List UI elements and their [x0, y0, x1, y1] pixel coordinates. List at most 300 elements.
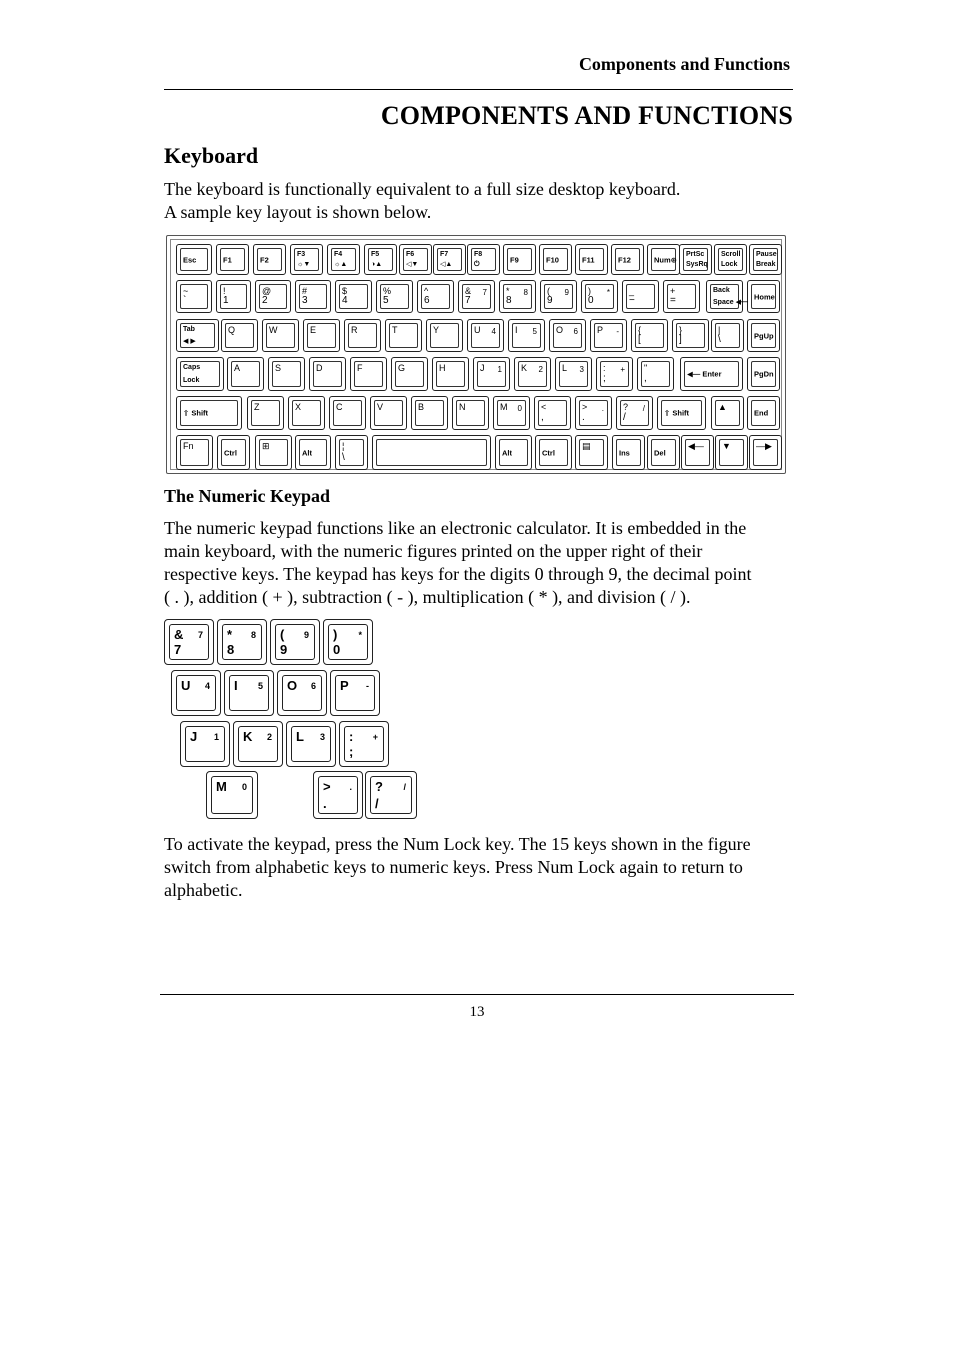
keyboard-key	[385, 319, 422, 352]
key-label: P	[340, 678, 349, 693]
key-numpad-label: /	[642, 404, 645, 413]
keyboard-key	[747, 357, 780, 391]
key-label: W	[269, 325, 278, 335]
keyboard-key	[499, 280, 536, 313]
key-sublabel: =	[670, 295, 676, 306]
key-label: >	[582, 402, 588, 412]
key-numpad-label: +	[372, 732, 378, 742]
key-sublabel: 9	[547, 295, 553, 306]
key-label: B	[418, 402, 425, 412]
keypad-key	[224, 670, 274, 716]
key-label: &	[174, 627, 184, 642]
key-label: Ctrl	[542, 447, 555, 457]
key-sublabel: 8	[506, 295, 512, 306]
keyboard-key	[596, 357, 633, 391]
keyboard-key	[681, 435, 714, 470]
keyboard-key	[372, 435, 491, 470]
keypad-key	[323, 619, 373, 665]
keyboard-key	[508, 319, 545, 352]
keyboard-key	[575, 435, 608, 470]
keyboard-key	[540, 280, 577, 313]
key-sublabel: .	[323, 796, 327, 811]
keyboard-key	[611, 244, 644, 275]
keyboard-key	[534, 396, 571, 430]
key-label: Z	[254, 402, 260, 412]
key-label: Alt	[302, 447, 312, 457]
key-sublabel: \	[718, 334, 721, 345]
key-label: F3	[297, 251, 306, 258]
key-numpad-label: 2	[266, 732, 272, 742]
key-label: :	[603, 363, 606, 373]
header-rule	[164, 89, 793, 90]
key-label: "	[644, 363, 648, 373]
key-label: ⇧ Shift	[664, 408, 690, 418]
keyboard-key	[575, 244, 608, 275]
keyboard-key	[329, 396, 366, 430]
key-label: T	[392, 325, 398, 335]
key-label: ?	[623, 402, 629, 412]
keyboard-key	[417, 280, 454, 313]
keyboard-key	[217, 435, 250, 470]
key-label: M	[216, 779, 227, 794]
key-label: >	[323, 779, 331, 794]
key-label: L	[562, 363, 568, 373]
chapter-title: COMPONENTS AND FUNCTIONS	[380, 101, 793, 130]
key-label: F4	[334, 251, 343, 258]
key-label: R	[351, 325, 358, 335]
keyboard-key	[376, 280, 413, 313]
key-label: V	[377, 402, 384, 412]
key-label: Pause	[756, 251, 777, 258]
keyboard-key	[590, 319, 627, 352]
key-label: I	[234, 678, 238, 693]
keyboard-key	[176, 435, 213, 470]
key-label: (	[280, 627, 285, 642]
key-numpad-label: 8	[523, 288, 528, 297]
key-sublabel: 8	[227, 642, 235, 657]
keypad-key	[164, 619, 214, 665]
key-label: F7	[440, 251, 449, 258]
key-sublabel: [	[638, 334, 641, 345]
keyboard-key	[399, 244, 432, 275]
key-label: Ins	[619, 447, 630, 457]
key-label: Tab	[183, 326, 195, 333]
key-sublabel: 0	[333, 642, 341, 657]
key-label: )	[588, 286, 591, 296]
keyboard-key	[364, 244, 397, 275]
key-label: }	[679, 325, 683, 335]
key-numpad-label: 0	[241, 782, 247, 792]
keypad-key	[365, 771, 417, 819]
running-header: Components and Functions	[578, 54, 790, 74]
intro-line: A sample key layout is shown below.	[164, 202, 432, 222]
keyboard-key	[714, 244, 747, 275]
key-label: F2	[260, 254, 269, 264]
keyboard-key	[679, 244, 712, 275]
keyboard-key	[176, 280, 212, 313]
keyboard-key	[253, 244, 286, 275]
keyboard-key	[514, 357, 551, 391]
keyboard-key	[749, 244, 782, 275]
key-sublabel: 6	[424, 295, 430, 306]
key-label: Del	[654, 447, 666, 457]
keyboard-key	[268, 357, 305, 391]
key-label: {	[638, 325, 642, 335]
keyboard-key	[350, 357, 387, 391]
key-sublabel: /	[375, 796, 379, 811]
keyboard-key	[227, 357, 264, 391]
key-sublabel: `	[183, 295, 187, 306]
keypad-key	[286, 721, 336, 767]
key-numpad-label: 3	[319, 732, 325, 742]
keyboard-key	[432, 357, 469, 391]
keyboard-key	[391, 357, 428, 391]
keypad-key	[277, 670, 327, 716]
keyboard-frame	[170, 239, 782, 470]
key-label: +	[670, 286, 676, 296]
key-label: <	[541, 402, 547, 412]
key-sublabel: 2	[262, 295, 268, 306]
key-sublabel: ◁▼	[406, 261, 419, 268]
key-label: _	[629, 286, 635, 296]
keyboard-key	[255, 280, 291, 313]
keyboard-key	[176, 244, 212, 275]
key-label: ?	[375, 779, 383, 794]
key-label: O	[556, 325, 564, 335]
keyboard-key	[747, 319, 780, 352]
keyboard-key	[493, 396, 530, 430]
keypad-key	[339, 721, 389, 767]
key-numpad-label: 8	[250, 630, 256, 640]
key-label: M	[500, 402, 508, 412]
key-label: ▲	[718, 402, 727, 412]
keyboard-key	[303, 319, 340, 352]
key-label: K	[521, 363, 528, 373]
key-sublabel: Lock	[721, 261, 738, 268]
section-title: Keyboard	[164, 143, 259, 168]
key-numpad-label: 0	[517, 404, 522, 413]
key-numpad-label: .	[601, 404, 604, 413]
key-numpad-label: 9	[564, 288, 569, 297]
keyboard-key	[370, 396, 407, 430]
key-label: U	[181, 678, 191, 693]
keypad-key	[206, 771, 258, 819]
key-label: ^	[424, 286, 429, 296]
keyboard-key	[581, 280, 618, 313]
key-sublabel: ◀ ▶	[183, 338, 196, 345]
key-numpad-label: /	[403, 782, 406, 792]
keypad-key	[330, 670, 380, 716]
key-numpad-label: 4	[491, 327, 496, 336]
keypad-key	[233, 721, 283, 767]
keyboard-key	[255, 435, 292, 470]
key-sublabel: ◑▲	[371, 261, 383, 268]
keyboard-key	[335, 280, 372, 313]
key-numpad-label: 5	[532, 327, 537, 336]
keyboard-key	[467, 244, 500, 275]
key-numpad-label: 6	[573, 327, 578, 336]
keyboard-key	[247, 396, 284, 430]
key-sublabel: 7	[465, 295, 471, 306]
key-numpad-label: *	[606, 288, 610, 297]
footer-rule	[160, 994, 794, 995]
keyboard-key	[288, 396, 325, 430]
key-sublabel: ,	[541, 412, 544, 423]
key-sublabel: Space ◀—	[713, 299, 748, 306]
key-label: ⇧ Shift	[183, 408, 209, 418]
key-label: End	[754, 408, 769, 418]
key-label: E	[310, 325, 317, 335]
key-label: F10	[546, 254, 559, 264]
key-label: J	[190, 729, 198, 744]
key-sublabel: Lock	[183, 377, 200, 384]
keyboard-key	[535, 435, 572, 470]
key-label: !	[223, 286, 226, 296]
key-sublabel: /	[623, 412, 626, 423]
key-label: :	[349, 729, 354, 744]
keyboard-key	[715, 435, 748, 470]
key-sublabel: 9	[280, 642, 288, 657]
keyboard-key	[503, 244, 536, 275]
key-label: G	[398, 363, 406, 373]
keyboard-key	[216, 280, 251, 313]
key-numpad-label: +	[620, 365, 625, 374]
keyboard-key	[747, 396, 780, 430]
activation-line: switch from alphabetic keys to numeric keys. Press Num Lock again to return to	[164, 857, 743, 877]
keyboard-key	[555, 357, 592, 391]
keyboard-key	[637, 357, 674, 391]
key-sublabel: ⏻	[474, 261, 480, 268]
key-label: Scroll	[721, 251, 741, 258]
keyboard-key	[706, 280, 748, 313]
keyboard-key	[426, 319, 463, 352]
key-label: Home	[754, 291, 775, 301]
key-label: $	[342, 286, 348, 296]
numeric-keypad-heading: The Numeric Keypad	[164, 486, 330, 506]
key-label: O	[287, 678, 298, 693]
keyboard-key	[549, 319, 586, 352]
key-label: Esc	[183, 254, 197, 264]
key-label: U	[474, 325, 481, 335]
key-sublabel: 1	[223, 295, 229, 306]
keyboard-key	[411, 396, 448, 430]
page-number: 13	[469, 1004, 485, 1020]
key-numpad-label: 9	[303, 630, 309, 640]
key-label: K	[243, 729, 253, 744]
numeric-keypad-paragraph	[164, 517, 794, 609]
key-label: Ctrl	[224, 447, 237, 457]
key-label: P	[597, 325, 604, 335]
keyboard-key	[647, 435, 680, 470]
keyboard-key	[631, 319, 668, 352]
keypad-desc-line: respective keys. The keypad has keys for the digits 0 through 9, the decimal point	[164, 564, 752, 584]
key-sublabel: ☼▲	[334, 261, 348, 268]
key-numpad-label: .	[349, 782, 352, 792]
key-label: S	[275, 363, 282, 373]
keyboard-key	[575, 396, 612, 430]
key-sublabel: ☼▼	[297, 261, 311, 268]
key-numpad-label: 2	[538, 365, 543, 374]
keyboard-key	[680, 357, 743, 391]
activation-line: alphabetic.	[164, 880, 243, 900]
key-label: Q	[228, 325, 236, 335]
key-label: F8	[474, 251, 483, 258]
activation-line: To activate the keypad, press the Num Lock key. The 15 keys shown in the figure	[164, 834, 751, 854]
numeric-keypad-figure	[163, 617, 418, 820]
key-label: J	[480, 363, 485, 373]
keyboard-key	[495, 435, 532, 470]
key-label: ◀—	[688, 441, 704, 451]
key-label: ⊞	[262, 441, 270, 451]
keyboard-key	[452, 396, 489, 430]
key-label: *	[227, 627, 233, 642]
key-label: L	[296, 729, 304, 744]
key-label: F12	[618, 254, 631, 264]
key-label: PgDn	[754, 369, 774, 379]
keypad-key	[171, 670, 221, 716]
key-label: #	[302, 286, 308, 296]
key-label: —▶	[756, 441, 772, 451]
keyboard-key	[458, 280, 495, 313]
keyboard-key	[672, 319, 709, 352]
key-label: ¦	[342, 441, 345, 451]
key-label: D	[316, 363, 323, 373]
key-label: F11	[582, 254, 595, 264]
key-numpad-label: 5	[257, 681, 263, 691]
key-label: Alt	[502, 447, 512, 457]
intro-paragraph	[164, 178, 794, 224]
keyboard-key	[295, 435, 331, 470]
keypad-desc-line: main keyboard, with the numeric figures printed on the upper right of their	[164, 541, 703, 561]
key-sublabel: 0	[588, 295, 594, 306]
key-label: @	[262, 286, 272, 296]
keyboard-key	[262, 319, 299, 352]
keypad-desc-line: ( . ), addition ( + ), subtraction ( - ), multiplication ( * ), and division ( / ).	[164, 587, 691, 607]
key-label: F6	[406, 251, 415, 258]
key-label: ▤	[582, 441, 591, 451]
key-sublabel: −	[629, 295, 635, 306]
key-label: PgUp	[754, 330, 774, 340]
key-label: F5	[371, 251, 380, 258]
keyboard-key	[344, 319, 381, 352]
key-label: Y	[433, 325, 440, 335]
key-label: &	[465, 286, 472, 296]
keyboard-key	[335, 435, 368, 470]
keyboard-key	[327, 244, 360, 275]
key-label: F9	[510, 254, 519, 264]
keyboard-key	[612, 435, 645, 470]
keypad-key	[217, 619, 267, 665]
keyboard-key	[290, 244, 323, 275]
keyboard-key	[622, 280, 659, 313]
keyboard-key	[747, 280, 780, 313]
key-numpad-label: 1	[497, 365, 502, 374]
key-label: Caps	[183, 364, 201, 371]
key-label: Fn	[183, 441, 194, 451]
key-label: ~	[183, 286, 189, 296]
key-label: PrtSc	[686, 251, 705, 258]
keyboard-key	[539, 244, 572, 275]
key-label: ▼	[722, 441, 731, 451]
keyboard-key	[295, 280, 331, 313]
key-sublabel: ;	[603, 373, 606, 384]
key-sublabel: ,	[644, 373, 647, 384]
key-label: Num⊕	[654, 254, 677, 264]
key-sublabel: \	[342, 452, 345, 463]
key-numpad-label: *	[358, 630, 362, 640]
keypad-desc-line: The numeric keypad functions like an electronic calculator. It is embedded in the	[164, 518, 747, 538]
key-numpad-label: 1	[213, 732, 219, 742]
key-sublabel: ;	[349, 744, 354, 759]
keyboard-key	[711, 396, 744, 430]
key-numpad-label: 7	[482, 288, 487, 297]
key-label: )	[333, 627, 338, 642]
key-label: *	[506, 286, 510, 296]
key-sublabel: 5	[383, 295, 389, 306]
key-numpad-label: -	[366, 681, 369, 691]
activation-paragraph	[164, 833, 794, 902]
intro-line: The keyboard is functionally equivalent to a full size desktop keyboard.	[164, 179, 681, 199]
key-sublabel: 3	[302, 295, 308, 306]
keyboard-key	[216, 244, 249, 275]
key-label: %	[383, 286, 392, 296]
key-label: C	[336, 402, 343, 412]
key-sublabel: ]	[679, 334, 682, 345]
key-sublabel: Break	[756, 261, 776, 268]
key-label: ◀— Enter	[687, 369, 722, 379]
key-label: (	[547, 286, 550, 296]
keypad-key	[270, 619, 320, 665]
keyboard-key	[309, 357, 346, 391]
key-label: |	[718, 325, 721, 335]
key-sublabel: ◁▲	[440, 261, 453, 268]
keyboard-key	[176, 396, 242, 430]
key-numpad-label: 7	[197, 630, 203, 640]
keypad-key	[180, 721, 230, 767]
key-label: H	[439, 363, 446, 373]
keyboard-layout-figure	[166, 235, 786, 474]
keyboard-key	[616, 396, 653, 430]
keyboard-key	[749, 435, 782, 470]
key-label: X	[295, 402, 302, 412]
keyboard-key	[176, 319, 219, 352]
keyboard-key	[221, 319, 258, 352]
key-label: F1	[223, 254, 232, 264]
keyboard-key	[663, 280, 700, 313]
keyboard-key	[647, 244, 680, 275]
keyboard-key	[176, 357, 224, 391]
key-sublabel: 7	[174, 642, 182, 657]
keyboard-key	[467, 319, 504, 352]
key-numpad-label: 3	[579, 365, 584, 374]
key-numpad-label: -	[616, 327, 619, 336]
keyboard-key	[657, 396, 706, 430]
key-sublabel: 4	[342, 295, 348, 306]
keyboard-key	[433, 244, 466, 275]
key-numpad-label: 6	[310, 681, 316, 691]
key-sublabel: SysRq	[686, 261, 708, 268]
keypad-key	[313, 771, 363, 819]
key-label: N	[459, 402, 466, 412]
key-label: Back	[713, 287, 730, 294]
keyboard-key	[711, 319, 744, 352]
key-label: F	[357, 363, 363, 373]
key-numpad-label: 4	[204, 681, 210, 691]
key-label: A	[234, 363, 241, 373]
key-sublabel: .	[582, 412, 585, 423]
keyboard-key	[473, 357, 510, 391]
key-label: I	[515, 325, 518, 335]
